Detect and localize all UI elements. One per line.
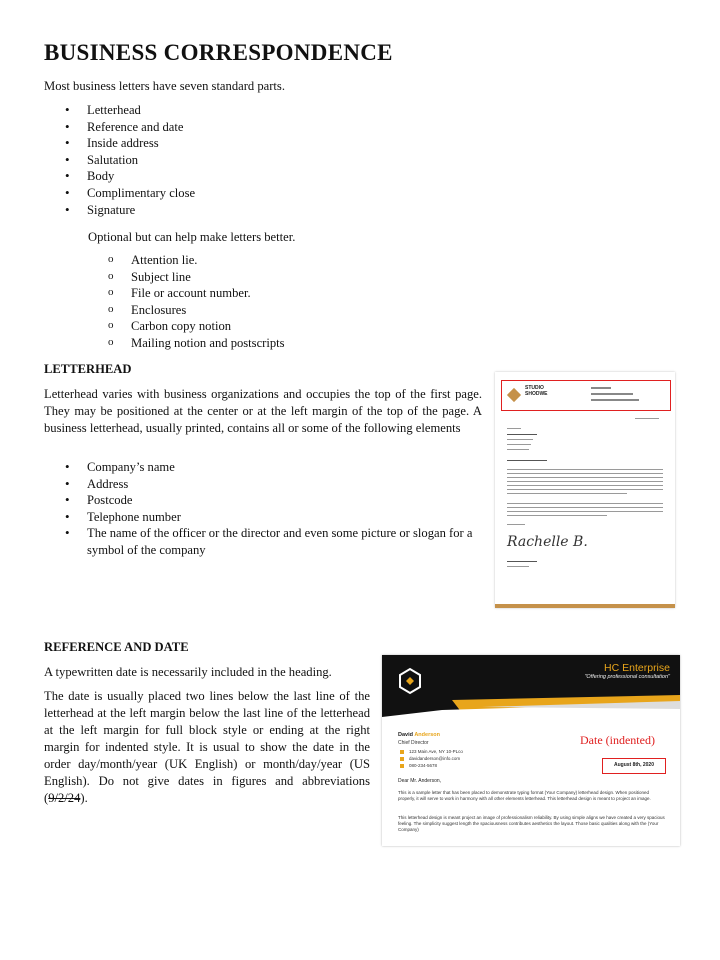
letterhead-element-item: • Company’s name (65, 459, 482, 476)
hc-tagline: "Offering professional consultation" (584, 674, 670, 680)
standard-parts-list (65, 102, 365, 218)
reference-heading: REFERENCE AND DATE (44, 640, 189, 654)
hc-contact-address (400, 749, 463, 754)
intro-text: Most business letters have seven standard parts. (44, 79, 285, 93)
letterhead-element-item: • Address (65, 476, 482, 493)
standard-part-item: • Letterhead (65, 102, 365, 119)
sender-last: Anderson (414, 732, 440, 738)
reference-para1: A typewritten date is necessarily included in the heading. (44, 665, 332, 679)
struck-date-example: 9/2/24 (48, 791, 81, 805)
hc-sender-role: Chief Director (398, 740, 429, 746)
signature-image: Rachelle B. (507, 534, 588, 550)
date-sample-image (382, 655, 680, 846)
email-icon (400, 757, 404, 761)
letterhead-elements-list (65, 459, 482, 559)
optional-parts-list (108, 252, 408, 352)
standard-part-item: • Inside address (65, 135, 365, 152)
reference-para2-end: ). (80, 791, 88, 805)
standard-part-item: • Body (65, 168, 365, 185)
reference-para2 (44, 688, 370, 807)
location-icon (400, 750, 404, 754)
letterhead-element-item: • Postcode (65, 492, 482, 509)
hc-sender-name (398, 732, 440, 738)
letterhead-brand (525, 386, 548, 397)
contact-address: 123 Main Ave, NY 10-PLco (409, 749, 463, 754)
hc-contact-email (400, 756, 460, 761)
optional-part-item: o Subject line (108, 269, 408, 286)
standard-part-item: • Salutation (65, 152, 365, 169)
letterhead-paragraph: Letterhead varies with business organizations and occupies the top of the first page. They may be positioned at the center or at the left margin of the top of the page. A business letterhead, usually printed, contains all or some of the following elements (44, 387, 482, 435)
hc-body-2: This letterhead design is meant project an image of professionalism reliability. By using simple aligns we have created a very spacious feeling. The simplicity suggest length the spaciousness contributes aesthetics the layout. Those basic qualities along with the (Your Company) (398, 815, 665, 832)
optional-part-item: o Attention lie. (108, 252, 408, 269)
hc-contact-phone (400, 763, 437, 768)
letterhead-element-item: • Telephone number (65, 509, 482, 526)
hc-company-name: HC Enterprise (604, 662, 670, 674)
optional-part-item: o File or account number. (108, 285, 408, 302)
optional-part-item: o Mailing notion and postscripts (108, 335, 408, 352)
standard-part-item: • Reference and date (65, 119, 365, 136)
letterhead-heading: LETTERHEAD (44, 362, 132, 376)
standard-part-item: • Complimentary close (65, 185, 365, 202)
reference-para2-main: The date is usually placed two lines below the last line of the letterhead at the left margin below the last line of the letterhead at the left margin for full block style or ending at the right margin for indented style. It is usual to show the date in the order day/month/year (UK English) or month/day/year (US English). Do not give dates in figures and abbreviations ( (44, 689, 370, 805)
optional-part-item: o Carbon copy notion (108, 318, 408, 335)
contact-email: davidanderson@info.com (409, 756, 461, 761)
contact-phone: 080-234-5678 (409, 763, 438, 768)
sender-first: David (398, 732, 413, 738)
date-indented-label: Date (indented) (580, 733, 655, 747)
phone-icon (400, 764, 404, 768)
brand-line-2: SHODWE (525, 390, 548, 397)
letterhead-sample-image (495, 372, 675, 608)
date-highlight-box: August 8th, 2020 (602, 758, 666, 774)
page-title: BUSINESS CORRESPONDENCE (44, 40, 393, 65)
hc-salutation: Dear Mr. Anderson, (398, 778, 442, 784)
letterhead-footer-bar (495, 604, 675, 608)
hc-body-1: This is a sample letter that has been placed to demonstrate typing format (Your Company) letterhead design. When positioned properly, it will serve to work in harmony with all other elements letterhead. This letterhead design is meant to project an image. (398, 790, 651, 801)
brand-line-1: STUDIO (525, 385, 544, 391)
letterhead-element-item: • The name of the officer or the director and even some picture or slogan for a symbol of the company (65, 525, 482, 558)
standard-part-item: • Signature (65, 202, 365, 219)
optional-intro: Optional but can help make letters better. (88, 230, 296, 244)
optional-part-item: o Enclosures (108, 302, 408, 319)
